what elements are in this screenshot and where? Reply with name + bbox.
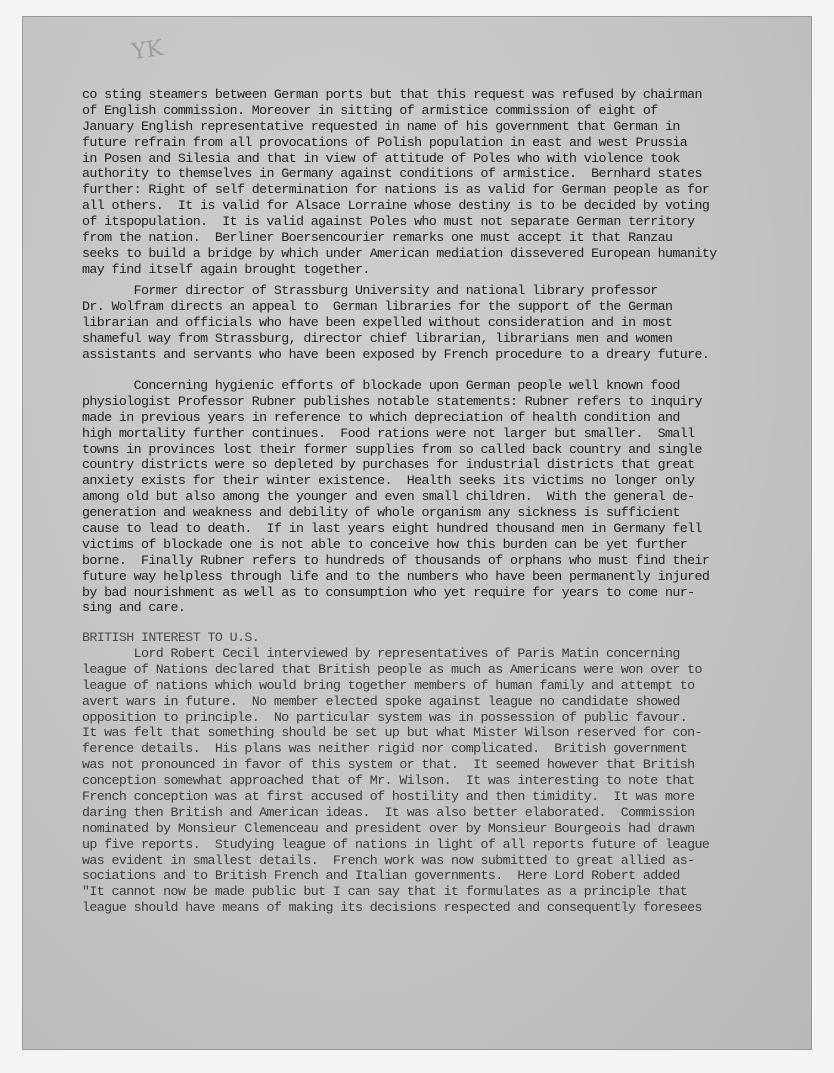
text-line: shameful way from Strassburg, director chief librarian, librarians men and women bbox=[82, 330, 673, 346]
text-line: January English representative requested in name of his government that German in bbox=[82, 118, 680, 134]
text-line: in Posen and Silesia and that in view of attitude of Poles who with violence took bbox=[82, 150, 680, 166]
text-line: physiologist Professor Rubner publishes notable statements: Rubner refers to inquiry bbox=[82, 393, 702, 409]
text-line: It was felt that something should be set up but what Mister Wilson reserved for con- bbox=[82, 725, 702, 741]
text-line: co sting steamers between German ports but that this request was refused by chairman bbox=[82, 87, 702, 102]
text-line: daring then British and American ideas. It was also better elaborated. Commission bbox=[82, 804, 695, 820]
text-line: generation and weakness and debility of whole organism any sickness is sufficient bbox=[82, 505, 680, 521]
paragraph-lord-robert-cecil bbox=[82, 646, 762, 916]
text-line: Lord Robert Cecil interviewed by representatives of Paris Matin concerning bbox=[82, 646, 680, 661]
text-line: "It cannot now be made public but I can say that it formulates as a principle that bbox=[82, 884, 688, 900]
text-line: among old but also among the younger and even small children. With the general de- bbox=[82, 489, 695, 505]
paragraph-strassburg-library bbox=[82, 283, 762, 362]
handwritten-corner-mark: YK bbox=[130, 35, 165, 66]
text-line: borne. Finally Rubner refers to hundreds of thousands of orphans who must find their bbox=[82, 552, 710, 568]
section-heading: BRITISH INTEREST TO U.S. bbox=[82, 630, 260, 645]
text-line: up five reports. Studying league of nations in light of all reports future of league bbox=[82, 836, 710, 852]
text-line: all others. It is valid for Alsace Lorraine whose destiny is to be decided by voting bbox=[82, 198, 710, 214]
text-line: Former director of Strassburg University and national library professor bbox=[82, 283, 658, 298]
text-line: future way helpless through life and to the numbers who have been permanently injured bbox=[82, 568, 710, 584]
text-line: seeks to build a bridge by which under American mediation dissevered European humanity bbox=[82, 245, 717, 261]
text-line: league of Nations declared that British people as much as Americans were won over to bbox=[82, 661, 702, 677]
paragraph-blockade-hygiene bbox=[82, 378, 762, 616]
text-line: Dr. Wolfram directs an appeal to German libraries for the support of the German bbox=[82, 298, 673, 314]
text-line: anxiety exists for their winter existence. Health seeks its victims no longer only bbox=[82, 473, 695, 489]
text-line: librarian and officials who have been expelled without consideration and in most bbox=[82, 314, 673, 330]
text-line: high mortality further continues. Food rations were not larger but smaller. Small bbox=[82, 425, 695, 441]
text-line: assistants and servants who have been exposed by French procedure to a dreary future. bbox=[82, 346, 710, 362]
text-line: future refrain from all provocations of Polish population in east and west Prussia bbox=[82, 134, 688, 150]
text-line: nominated by Monsieur Clemenceau and president over by Monsieur Bourgeois had drawn bbox=[82, 820, 695, 836]
text-line: by bad nourishment as well as to consumption who yet require for years to come nur- bbox=[82, 584, 695, 600]
text-line: authority to themselves in Germany against conditions of armistice. Bernhard states bbox=[82, 166, 702, 182]
text-line: country districts were so depleted by purchases for industrial districts that great bbox=[82, 457, 695, 473]
text-line: opposition to principle. No particular system was in possession of public favour. bbox=[82, 709, 688, 725]
text-line: was evident in smallest details. French work was now submitted to great allied as- bbox=[82, 852, 695, 868]
text-line: avert wars in future. No member elected spoke against league no candidate showed bbox=[82, 693, 680, 709]
text-line: Concerning hygienic efforts of blockade upon German people well known food bbox=[82, 378, 680, 393]
text-line: of itspopulation. It is valid against Poles who must not separate German territory bbox=[82, 214, 695, 230]
text-line: was not pronounced in favor of this system or that. It seemed however that British bbox=[82, 757, 695, 773]
text-line: ference details. His plans was neither rigid nor complicated. British government bbox=[82, 741, 688, 757]
text-line: of English commission. Moreover in sitting of armistice commission of eight of bbox=[82, 102, 658, 118]
text-line: league of nations which would bring together members of human family and attempt to bbox=[82, 677, 695, 693]
text-line: towns in provinces lost their former supplies from so called back country and single bbox=[82, 441, 702, 457]
text-line: conception somewhat approached that of Mr. Wilson. It was interesting to note that bbox=[82, 773, 695, 789]
text-line: league should have means of making its decisions respected and consequently foresees bbox=[82, 900, 702, 916]
text-line: cause to lead to death. If in last years eight hundred thousand men in Germany fell bbox=[82, 521, 702, 537]
text-line: French conception was at first accused of hostility and then timidity. It was more bbox=[82, 789, 695, 805]
text-line: made in previous years in reference to which depreciation of health condition and bbox=[82, 409, 680, 425]
paragraph-coasting-steamers bbox=[82, 87, 762, 278]
text-line: sociations and to British French and Italian governments. Here Lord Robert added bbox=[82, 868, 680, 884]
text-line: sing and care. bbox=[82, 600, 186, 616]
text-line: may find itself again brought together. bbox=[82, 261, 370, 277]
text-line: further: Right of self determination for nations is as valid for German people as for bbox=[82, 182, 710, 198]
text-line: from the nation. Berliner Boersencourier remarks one must accept it that Ranzau bbox=[82, 230, 673, 246]
text-line: victims of blockade one is not able to conceive how this burden can be yet further bbox=[82, 536, 688, 552]
